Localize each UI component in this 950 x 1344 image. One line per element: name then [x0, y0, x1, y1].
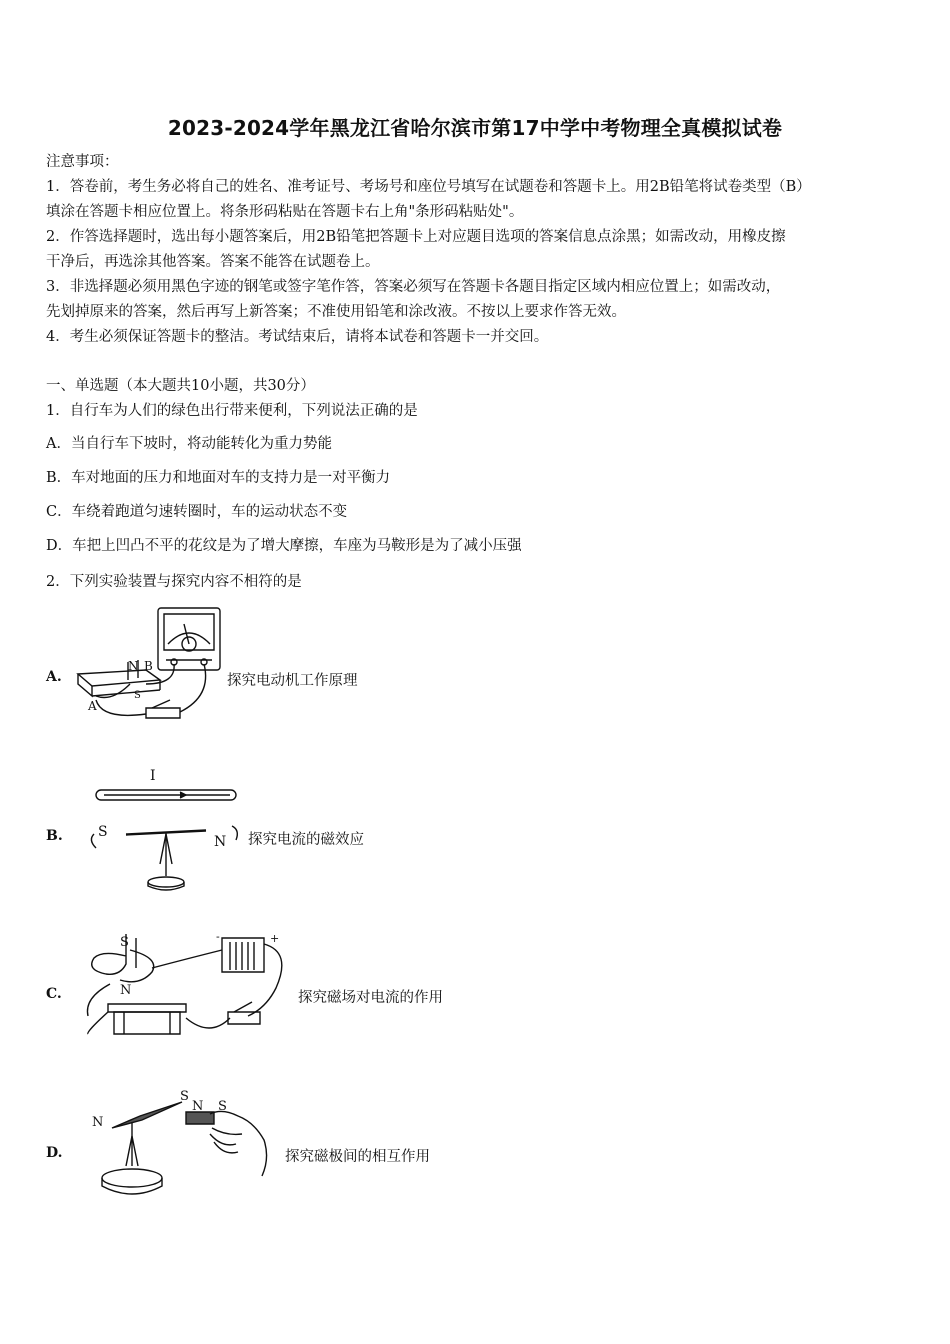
question-2-option-b-caption: 探究电流的磁效应: [248, 832, 364, 848]
notice-line: 先划掉原来的答案，然后再写上新答案；不准使用铅笔和涂改液。不按以上要求作答无效。: [46, 304, 626, 320]
figure-d-label-s1: S: [180, 1089, 189, 1104]
figure-a-label-s: S: [134, 690, 141, 701]
question-2-option-b-label: B.: [46, 828, 63, 844]
figure-c-label-plus: +: [270, 932, 280, 945]
figure-b-label-s: S: [98, 824, 108, 840]
figure-b-label-current: I: [150, 768, 156, 784]
question-1-option-d: D．车把上凹凸不平的花纹是为了增大摩擦，车座为马鞍形是为了减小压强: [46, 538, 522, 554]
notice-line: 填涂在答题卡相应位置上。将条形码粘贴在答题卡右上角"条形码粘贴处"。: [46, 204, 524, 220]
question-1-stem: 1．自行车为人们的绿色出行带来便利，下列说法正确的是: [46, 403, 418, 419]
question-2-option-d-caption: 探究磁极间的相互作用: [285, 1149, 430, 1165]
question-2-option-a-caption: 探究电动机工作原理: [227, 673, 358, 689]
question-2-stem: 2．下列实验装置与探究内容不相符的是: [46, 574, 302, 590]
figure-c-label-s: S: [120, 935, 129, 950]
notice-line: 3．非选择题必须用黑色字迹的钢笔或签字笔作答，答案必须写在答题卡各题目指定区域内相应位置上；如需改动，: [46, 279, 781, 295]
figure-a-label-a: A: [88, 699, 97, 713]
question-2-option-a-label: A.: [46, 669, 62, 685]
question-2-option-d-label: D.: [46, 1145, 63, 1161]
figure-d-label-n2: N: [192, 1099, 204, 1114]
section-heading: 一、单选题（本大题共10小题，共30分）: [46, 378, 315, 394]
figure-c-label-n: N: [120, 983, 132, 998]
question-1-option-a: A．当自行车下坡时，将动能转化为重力势能: [46, 436, 332, 452]
question-1-option-b: B．车对地面的压力和地面对车的支持力是一对平衡力: [46, 470, 391, 486]
figure-b-label-n: N: [214, 834, 227, 850]
magnetic-force-on-current-figure: [80, 928, 295, 1042]
notice-line: 2．作答选择题时，选出每小题答案后，用2B铅笔把答题卡上对应题目选项的答案信息点涂黑；如需改动，用橡皮擦: [46, 229, 786, 245]
figure-d-label-n1: N: [92, 1115, 104, 1130]
figure-a-label-n: N: [128, 659, 139, 673]
magnetic-poles-interaction-figure: [92, 1088, 282, 1202]
figure-d-label-s2: S: [218, 1099, 227, 1114]
current-magnetic-effect-figure: [84, 764, 244, 892]
figure-a-label-b: B: [144, 659, 153, 673]
notice-line: 1．答卷前，考生务必将自己的姓名、准考证号、考场号和座位号填写在试题卷和答题卡上。用2B铅笔将试卷类型（B）: [46, 179, 811, 195]
notice-heading: 注意事项：: [46, 154, 119, 170]
notice-line: 干净后，再选涂其他答案。答案不能答在试题卷上。: [46, 254, 380, 270]
question-1-option-c: C．车绕着跑道匀速转圈时，车的运动状态不变: [46, 504, 348, 520]
notice-line: 4．考生必须保证答题卡的整洁。考试结束后，请将本试卷和答题卡一并交回。: [46, 329, 549, 345]
figure-c-label-minus: -: [216, 930, 220, 943]
motor-principle-apparatus-figure: [72, 604, 222, 729]
question-2-option-c-label: C.: [46, 986, 62, 1002]
exam-title: 2023-2024学年黑龙江省哈尔滨市第17中学中考物理全真模拟试卷: [167, 116, 783, 140]
question-2-option-c-caption: 探究磁场对电流的作用: [298, 990, 443, 1006]
